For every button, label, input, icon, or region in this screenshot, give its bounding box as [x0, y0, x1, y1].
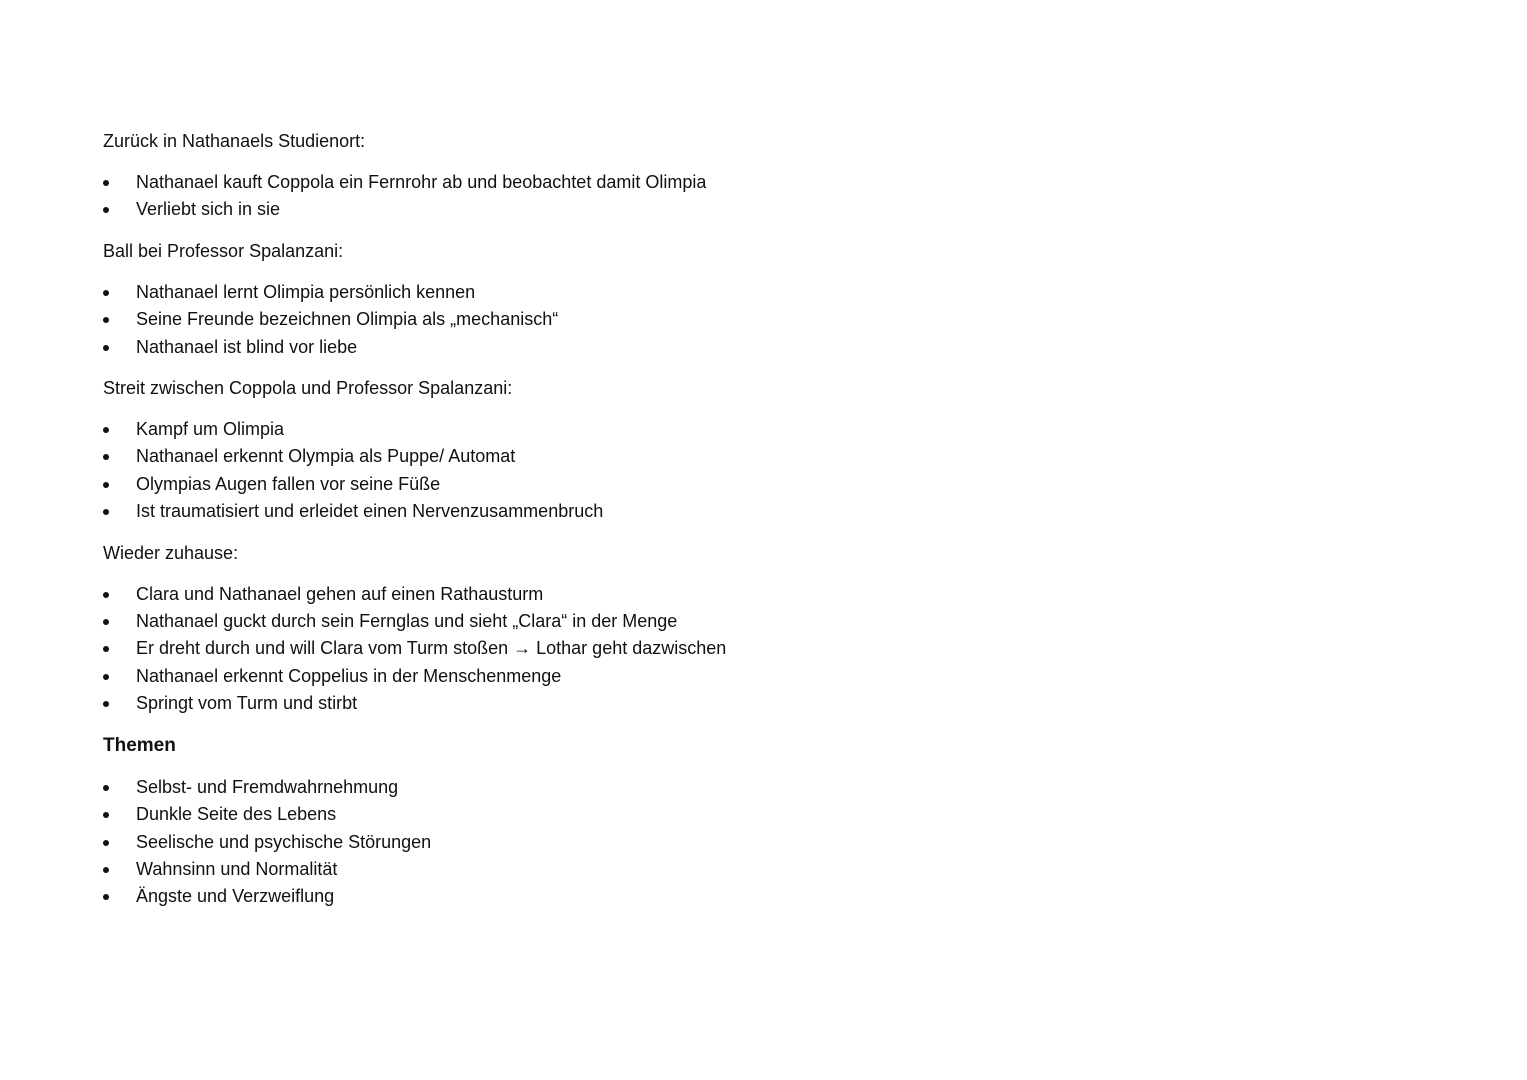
section-heading: Wieder zuhause: — [103, 542, 239, 563]
bullet-icon — [103, 290, 109, 296]
list-item — [103, 801, 1403, 828]
bullet-list — [103, 169, 1403, 224]
bullet-icon — [103, 867, 109, 873]
list-item-text: Dunkle Seite des Lebens — [136, 804, 337, 825]
list-item-text: Nathanael guckt durch sein Fernglas und sieht „Clara“ in der Menge — [136, 611, 678, 632]
bullet-icon — [103, 427, 109, 433]
list-item — [103, 443, 1403, 470]
list-item — [103, 471, 1403, 498]
list-item — [103, 416, 1403, 443]
list-item-text: Nathanael ist blind vor liebe — [136, 336, 358, 357]
bullet-icon — [103, 482, 109, 488]
bullet-icon — [103, 646, 109, 652]
list-item-text: Ängste und Verzweiflung — [136, 886, 335, 907]
list-item — [103, 279, 1403, 306]
bullet-icon — [103, 207, 109, 213]
bullet-icon — [103, 509, 109, 515]
bullet-icon — [103, 674, 109, 680]
document-page — [103, 128, 1403, 925]
list-item — [103, 774, 1403, 801]
list-item-text: Clara und Nathanael gehen auf einen Rathausturm — [136, 583, 544, 604]
list-item — [103, 306, 1403, 333]
bullet-icon — [103, 701, 109, 707]
list-item — [103, 608, 1403, 635]
list-item-text: Nathanael erkennt Olympia als Puppe/ Automat — [136, 446, 516, 467]
list-item-text: Nathanael erkennt Coppelius in der Menschenmenge — [136, 665, 562, 686]
list-item-text: Seelische und psychische Störungen — [136, 831, 432, 852]
list-item-text: Verliebt sich in sie — [136, 199, 281, 220]
list-item — [103, 334, 1403, 361]
section-heading: Ball bei Professor Spalanzani: — [103, 240, 344, 261]
bullet-icon — [103, 592, 109, 598]
bullet-list — [103, 416, 1403, 526]
list-item-text: Olympias Augen fallen vor seine Füße — [136, 473, 441, 494]
list-item — [103, 169, 1403, 196]
bullet-icon — [103, 785, 109, 791]
section-themen — [103, 732, 1403, 911]
list-item-text: Seine Freunde bezeichnen Olimpia als „mechanisch“ — [136, 309, 559, 330]
list-item — [103, 883, 1403, 910]
bullet-icon — [103, 317, 109, 323]
list-item — [103, 581, 1403, 608]
section-heading: Streit zwischen Coppola und Professor Spalanzani: — [103, 378, 513, 399]
themes-title: Themen — [103, 734, 176, 756]
list-item — [103, 663, 1403, 690]
bullet-icon — [103, 180, 109, 186]
section-zuhause — [103, 540, 1403, 718]
bullet-icon — [103, 840, 109, 846]
bullet-icon — [103, 619, 109, 625]
list-item-text: Selbst- und Fremdwahrnehmung — [136, 776, 399, 797]
bullet-list — [103, 581, 1403, 718]
list-item — [103, 690, 1403, 717]
section-streit — [103, 375, 1403, 526]
section-heading: Zurück in Nathanaels Studienort: — [103, 131, 366, 151]
section-ball — [103, 238, 1403, 361]
list-item-text: Er dreht durch und will Clara vom Turm stoßen → Lothar geht dazwischen — [136, 638, 727, 659]
bullet-icon — [103, 345, 109, 351]
list-item — [103, 856, 1403, 883]
list-item — [103, 635, 1403, 662]
bullet-icon — [103, 812, 109, 818]
list-item — [103, 196, 1403, 223]
list-item — [103, 829, 1403, 856]
list-item-text: Wahnsinn und Normalität — [136, 858, 338, 879]
bullet-icon — [103, 894, 109, 900]
list-item-text: Nathanael lernt Olimpia persönlich kennen — [136, 281, 476, 302]
list-item-text: Nathanael kauft Coppola ein Fernrohr ab und beobachtet damit Olimpia — [136, 172, 707, 192]
list-item — [103, 498, 1403, 525]
section-studienort — [103, 128, 1403, 224]
bullet-list — [103, 774, 1403, 911]
bullet-list — [103, 279, 1403, 361]
list-item-text: Ist traumatisiert und erleidet einen Nervenzusammenbruch — [136, 501, 604, 522]
bullet-icon — [103, 454, 109, 460]
list-item-text: Springt vom Turm und stirbt — [136, 693, 358, 714]
list-item-text: Kampf um Olimpia — [136, 419, 285, 440]
